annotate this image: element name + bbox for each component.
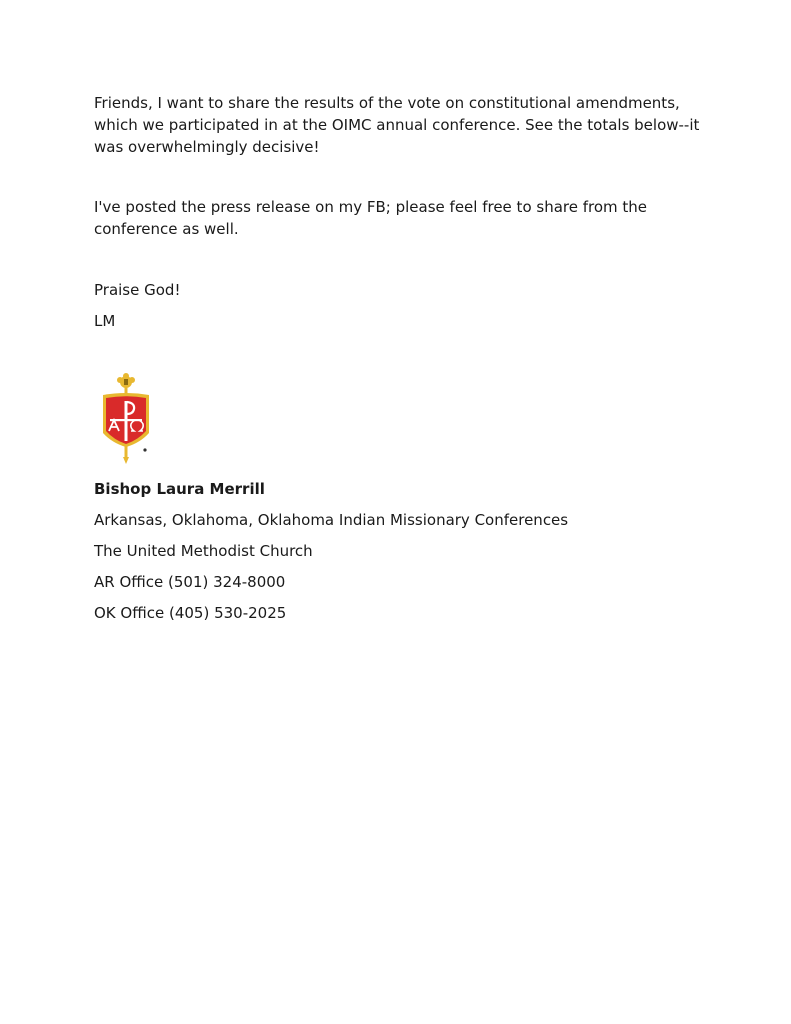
signature-ar-office-phone: AR Office (501) 324-8000 xyxy=(94,573,286,591)
closing-text: Praise God! xyxy=(94,281,181,299)
signature-ok-office-phone: OK Office (405) 530-2025 xyxy=(94,604,287,622)
message-paragraph-1: Friends, I want to share the results of the vote on constitutional amendments, which we participated in at the OIMC annual conference. See the totals below--it was overwhelmingly decisive! xyxy=(94,94,700,156)
signature-conferences: Arkansas, Oklahoma, Oklahoma Indian Missionary Conferences xyxy=(94,511,569,529)
signature-church: The United Methodist Church xyxy=(94,542,313,560)
united-methodist-church-logo-icon xyxy=(100,373,152,465)
initials-text: LM xyxy=(94,312,116,330)
message-paragraph-2: I've posted the press release on my FB; please feel free to share from the conference as well. xyxy=(94,198,648,238)
signature-name: Bishop Laura Merrill xyxy=(94,480,265,498)
